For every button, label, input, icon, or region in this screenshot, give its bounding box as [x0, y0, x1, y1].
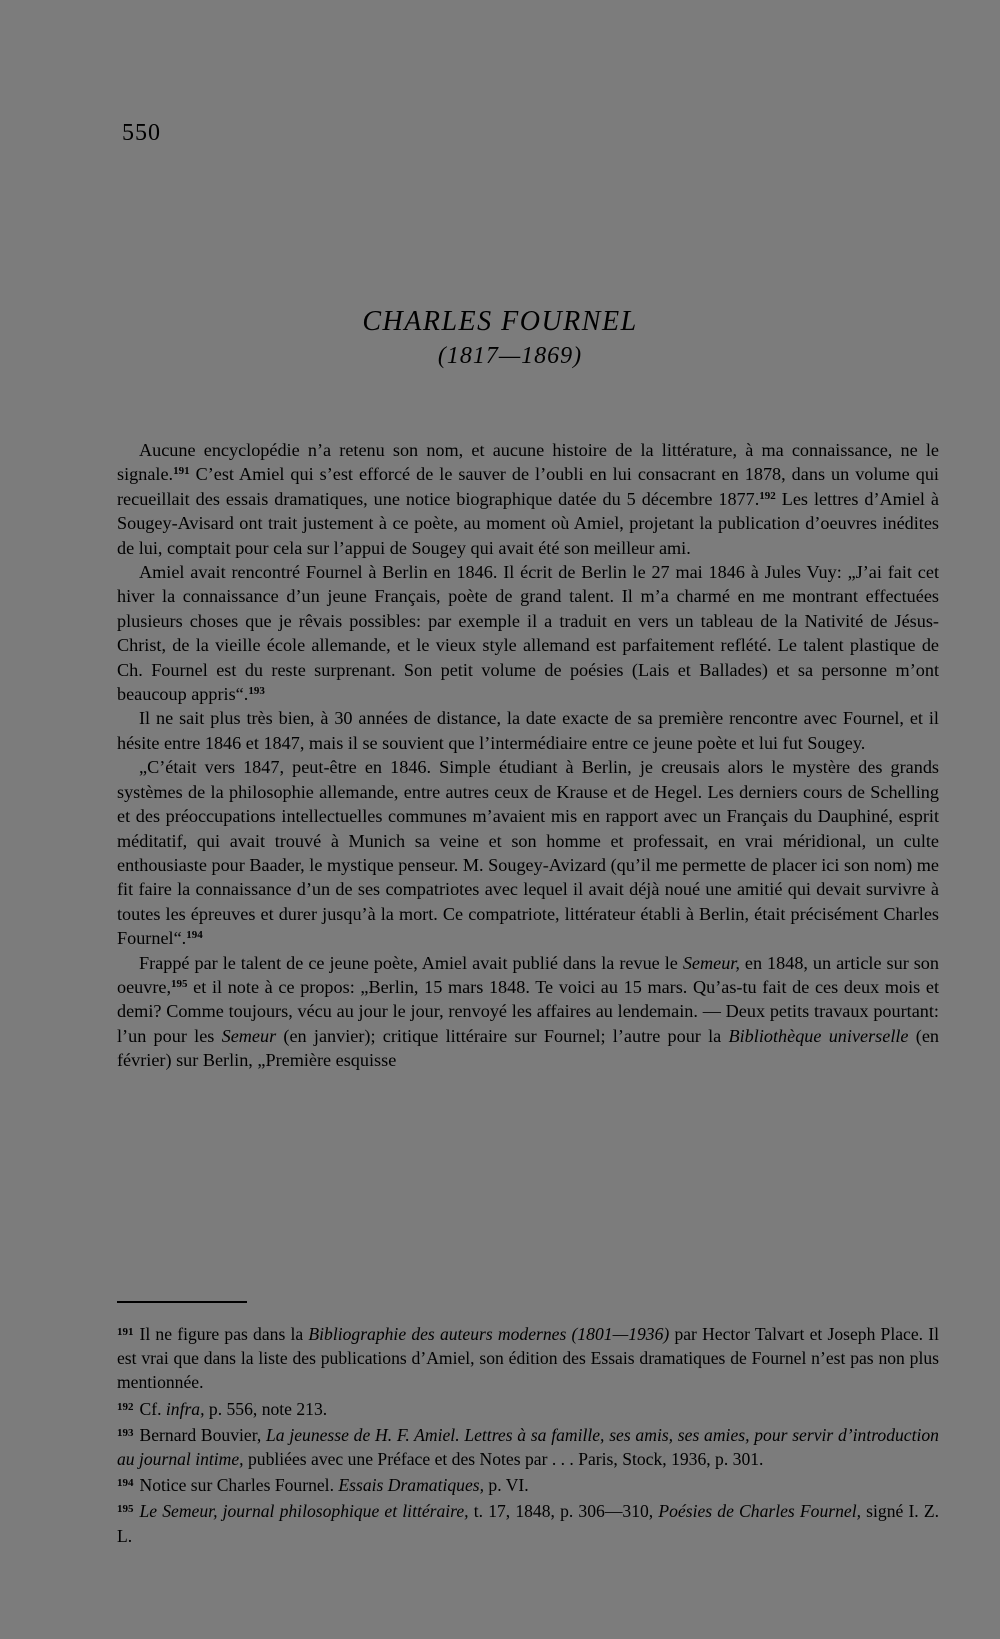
footnote: [117, 1421, 939, 1471]
footnote-italic: infra,: [165, 1398, 205, 1419]
footnote-number: 194: [117, 1477, 134, 1490]
footnotes: [117, 1320, 939, 1548]
paragraph-text: (en janvier); critique littéraire sur Fournel; l’autre pour la: [276, 1025, 729, 1046]
footnote-italic: Essais Dramatiques,: [338, 1475, 485, 1496]
footnote-ref[interactable]: 193: [248, 685, 265, 698]
footnote-ref[interactable]: 191: [173, 465, 190, 478]
paragraph-text: et il note à ce propos: „Berlin, 15 mars 1848. Te voici au 15 mars. Qu’as-tu fait de ces deux mois et demi? Comme toujours, vécu au jour le jour, renvoyé les affaires au lendemain. — Deux petits travaux pourtant: l’un pour les: [117, 976, 939, 1046]
italic-title: Bibliothèque universelle: [728, 1025, 909, 1046]
footnote-number: 193: [117, 1426, 134, 1439]
footnote-text: p. VI.: [484, 1475, 529, 1496]
paragraph-text: Amiel avait rencontré Fournel à Berlin en 1846. Il écrit de Berlin le 27 mai 1846 à Jules Vuy: „J’ai fait cet hiver la connaissance d’un jeune Français, poète de grand talent. Il m’a charmé en me montrant effectuées plusieurs choses que je rêvais possibles: par exemple il a traduit en vers un tableau de la Nativité de Jésus-Christ, de la vieille école allemande, et le vieux style allemand est parfaitement reflété. Le talent plastique de Ch. Fournel est du reste surprenant. Son petit volume de poésies (Lais et Ballades) et sa personne m’ont beaucoup appris“.: [117, 562, 939, 705]
page-number: 550: [122, 120, 161, 146]
paragraph-text: Les lettres d’Amiel à Sougey-Avisard ont trait justement à ce poète, au moment où Amiel, projetant la publication d’oeuvres inédites de lui, comptait pour cela sur l’appui de Sougey qui avait été son meilleur ami.: [117, 488, 939, 558]
paragraph-text: en 1848, un article sur son oeuvre,: [117, 952, 939, 997]
footnote-text: Il ne figure pas dans la: [139, 1324, 309, 1344]
footnote-text: par Hector Talvart et Joseph Place. Il est vrai que dans la liste des publications d’Amiel, son édition des Essais dramatiques de Fournel n’est pas non plus mentionnée.: [117, 1324, 939, 1393]
footnote: [117, 1320, 939, 1395]
footnote: [117, 1395, 939, 1421]
footnote-text: publiées avec une Préface et des Notes par . . . Paris, Stock, 1936, p. 301.: [243, 1449, 764, 1470]
italic-title: Semeur,: [682, 952, 740, 973]
footnote-number: 191: [117, 1326, 134, 1338]
paragraph-text: C’est Amiel qui s’est efforcé de le sauver de l’oubli en lui consacrant en 1878, dans un volume qui recueillait des essais dramatiques, une notice biographique datée du 5 décembre 1877.: [117, 464, 939, 509]
footnote-text: signé I. Z. L.: [117, 1501, 940, 1546]
footnote: [117, 1471, 939, 1497]
paragraph: [117, 438, 939, 560]
chapter-heading: [0, 305, 1000, 373]
footnote-italic: Le Semeur, journal philosophique et littéraire,: [139, 1501, 469, 1522]
footnote-ref[interactable]: 194: [186, 929, 203, 942]
paragraph-text: „C’était vers 1847, peut-être en 1846. Simple étudiant à Berlin, je creusais alors le mystère des grands systèmes de la philosophie allemande, entre autres ceux de Krause et de Hegel. Les derniers cours de Schelling et des préoccupations intellectuelles communes m’avaient mis en rapport avec un Français du Dauphiné, esprit méditatif, qui avait trouvé à Munich sa veine et son homme et professait, en vrai méridional, un culte enthousiaste pour Baader, le mystique penseur. M. Sougey-Avizard (qu’il me permette de placer ici son nom) me fit faire la connaissance d’un de ses compatriotes avec lequel il avait déjà noué une amitié qui devait survivre à toutes les épreuves et durer jusqu’à la mort. Ce compatriote, littérateur établi à Berlin, était précisément Charles Fournel“.: [117, 757, 939, 949]
chapter-title: CHARLES FOURNEL: [362, 306, 638, 337]
footnote-separator: [117, 1301, 247, 1303]
footnote-italic: Poésies de Charles Fournel,: [658, 1501, 861, 1522]
footnote-text: p. 556, note 213.: [204, 1398, 328, 1419]
chapter-dates: (1817—1869): [437, 343, 583, 369]
paragraph-text: Frappé par le talent de ce jeune poète, Amiel avait publié dans la revue le: [139, 952, 683, 973]
italic-title: Semeur: [221, 1025, 277, 1046]
footnote-italic: Bibliographie des auteurs modernes (1801—1936): [308, 1324, 670, 1344]
footnote-number: 192: [117, 1400, 134, 1413]
paragraph-text: Aucune encyclopédie n’a retenu son nom, et aucune histoire de la littérature, à ma connaissance, ne le signale.: [117, 440, 939, 485]
paragraph: [117, 560, 939, 706]
main-text: [117, 438, 939, 1073]
footnote-ref[interactable]: 195: [171, 977, 188, 990]
paragraph: [117, 706, 939, 755]
footnote-text: Notice sur Charles Fournel.: [139, 1475, 339, 1496]
footnote-text: Bernard Bouvier,: [139, 1424, 267, 1445]
footnote-ref[interactable]: 192: [759, 489, 776, 502]
footnote: [117, 1497, 939, 1547]
paragraph-text: (en février) sur Berlin, „Première esquisse: [117, 1025, 939, 1071]
footnote-text: Cf.: [139, 1398, 166, 1419]
footnote-italic: La jeunesse de H. F. Amiel. Lettres à sa famille, ses amis, ses amies, pour servir d’introduction au journal intime,: [117, 1424, 939, 1470]
paragraph: [117, 755, 939, 950]
footnote-number: 195: [117, 1503, 134, 1516]
paragraph-text: Il ne sait plus très bien, à 30 années de distance, la date exacte de sa première rencontre avec Fournel, et il hésite entre 1846 et 1847, mais il se souvient que l’intermédiaire entre ce jeune poète et lui fut Sougey.: [117, 708, 939, 753]
footnote-text: t. 17, 1848, p. 306—310,: [468, 1501, 659, 1522]
paragraph: [117, 951, 939, 1073]
